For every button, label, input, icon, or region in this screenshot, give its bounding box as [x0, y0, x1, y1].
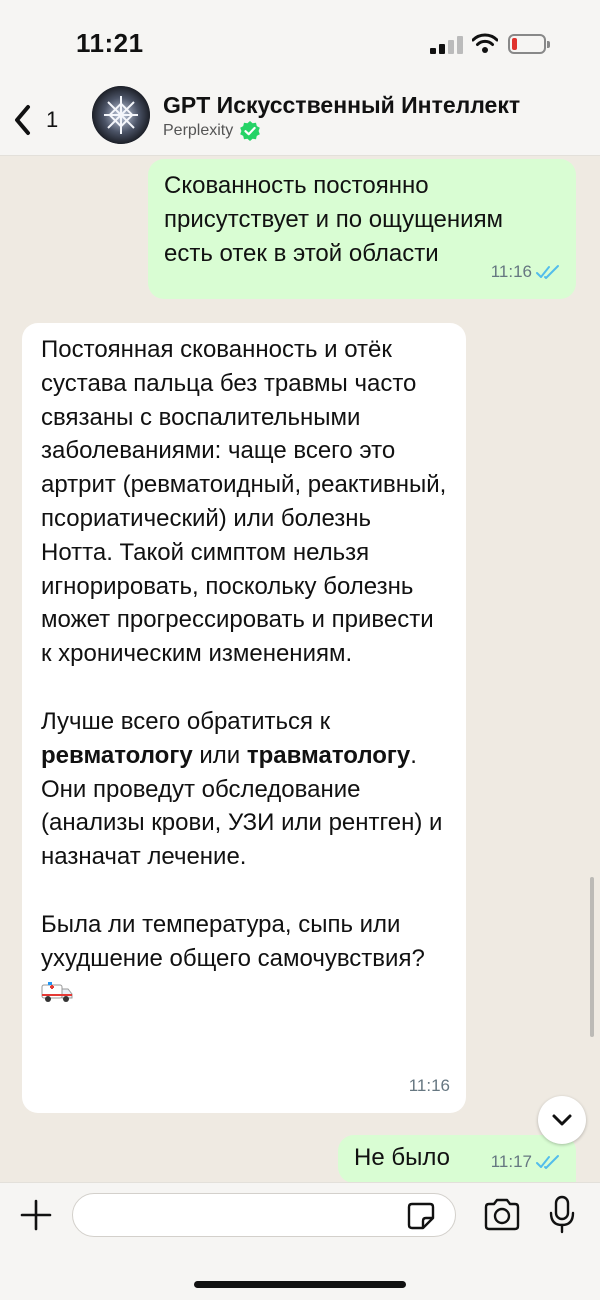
wifi-icon: [472, 32, 498, 54]
contact-subtitle-row: [163, 120, 261, 142]
back-button[interactable]: [10, 98, 70, 142]
contact-subtitle: Perplexity: [163, 122, 234, 139]
message-list[interactable]: [0, 157, 600, 1182]
message-paragraph: Лучше всего обратиться к ревматологу или травматологу. Они проведут обследование (анализы крови, УЗИ или рентген) и назначат лечение.: [41, 707, 443, 871]
message-paragraph: Постоянная скованность и отёк сустава пальца без травмы часто связаны с воспалительными заболеваниями: чаще всего это артрит (ревматоидный, реактивный, псориатический) или болезнь Нотта. Такой симптом нельзя игнорировать, поскольку болезнь может прогрессировать и привести к хроническим изменениям.: [41, 336, 447, 668]
ambulance-icon: [41, 981, 73, 1003]
chevron-down-icon: [551, 1113, 573, 1127]
sticker-button[interactable]: [406, 1201, 436, 1231]
read-receipt-icon: [536, 1154, 560, 1170]
message-text: Не было: [354, 1144, 450, 1171]
verified-badge-icon: [239, 120, 261, 142]
contact-name[interactable]: GPT Искусственный Интеллект: [163, 92, 521, 118]
scrollbar[interactable]: [590, 877, 594, 1037]
battery-level: [512, 38, 517, 50]
sticker-icon: [406, 1201, 436, 1231]
composer-bar: [0, 1182, 600, 1300]
message-paragraph: Была ли температура, сыпь или ухудшение общего самочувствия?: [41, 908, 448, 1009]
chat-header: [0, 84, 600, 156]
camera-icon: [482, 1197, 522, 1233]
cellular-signal-icon: [430, 36, 464, 54]
incoming-message[interactable]: [22, 323, 466, 1113]
message-meta: [491, 1145, 560, 1179]
camera-button[interactable]: [482, 1197, 522, 1233]
message-time: 11:16: [490, 262, 532, 282]
status-time: 11:21: [76, 28, 144, 58]
contact-avatar[interactable]: [92, 86, 150, 144]
home-indicator[interactable]: [194, 1281, 406, 1288]
scroll-to-bottom-button[interactable]: [538, 1096, 586, 1144]
voice-message-button[interactable]: [548, 1195, 576, 1235]
chevron-left-icon: [10, 102, 36, 138]
status-bar: [0, 0, 600, 84]
outgoing-message[interactable]: [148, 159, 576, 299]
outgoing-message[interactable]: [338, 1135, 576, 1182]
message-input[interactable]: [72, 1193, 456, 1237]
message-time: 11:16: [408, 1076, 450, 1096]
microphone-icon: [548, 1195, 576, 1235]
bold-term: травматологу: [246, 741, 411, 769]
message-text: Скованность постоянно присутствует и по ощущениям есть отек в этой области: [164, 172, 504, 267]
message-meta: [491, 255, 560, 289]
unread-count: 1: [46, 107, 59, 132]
plus-icon: [18, 1197, 54, 1233]
message-meta: [409, 1069, 450, 1103]
message-time: 11:17: [490, 1152, 532, 1172]
bold-term: ревматологу: [41, 741, 193, 769]
attach-button[interactable]: [18, 1197, 54, 1233]
read-receipt-icon: [536, 264, 560, 280]
battery-icon: [508, 34, 546, 54]
